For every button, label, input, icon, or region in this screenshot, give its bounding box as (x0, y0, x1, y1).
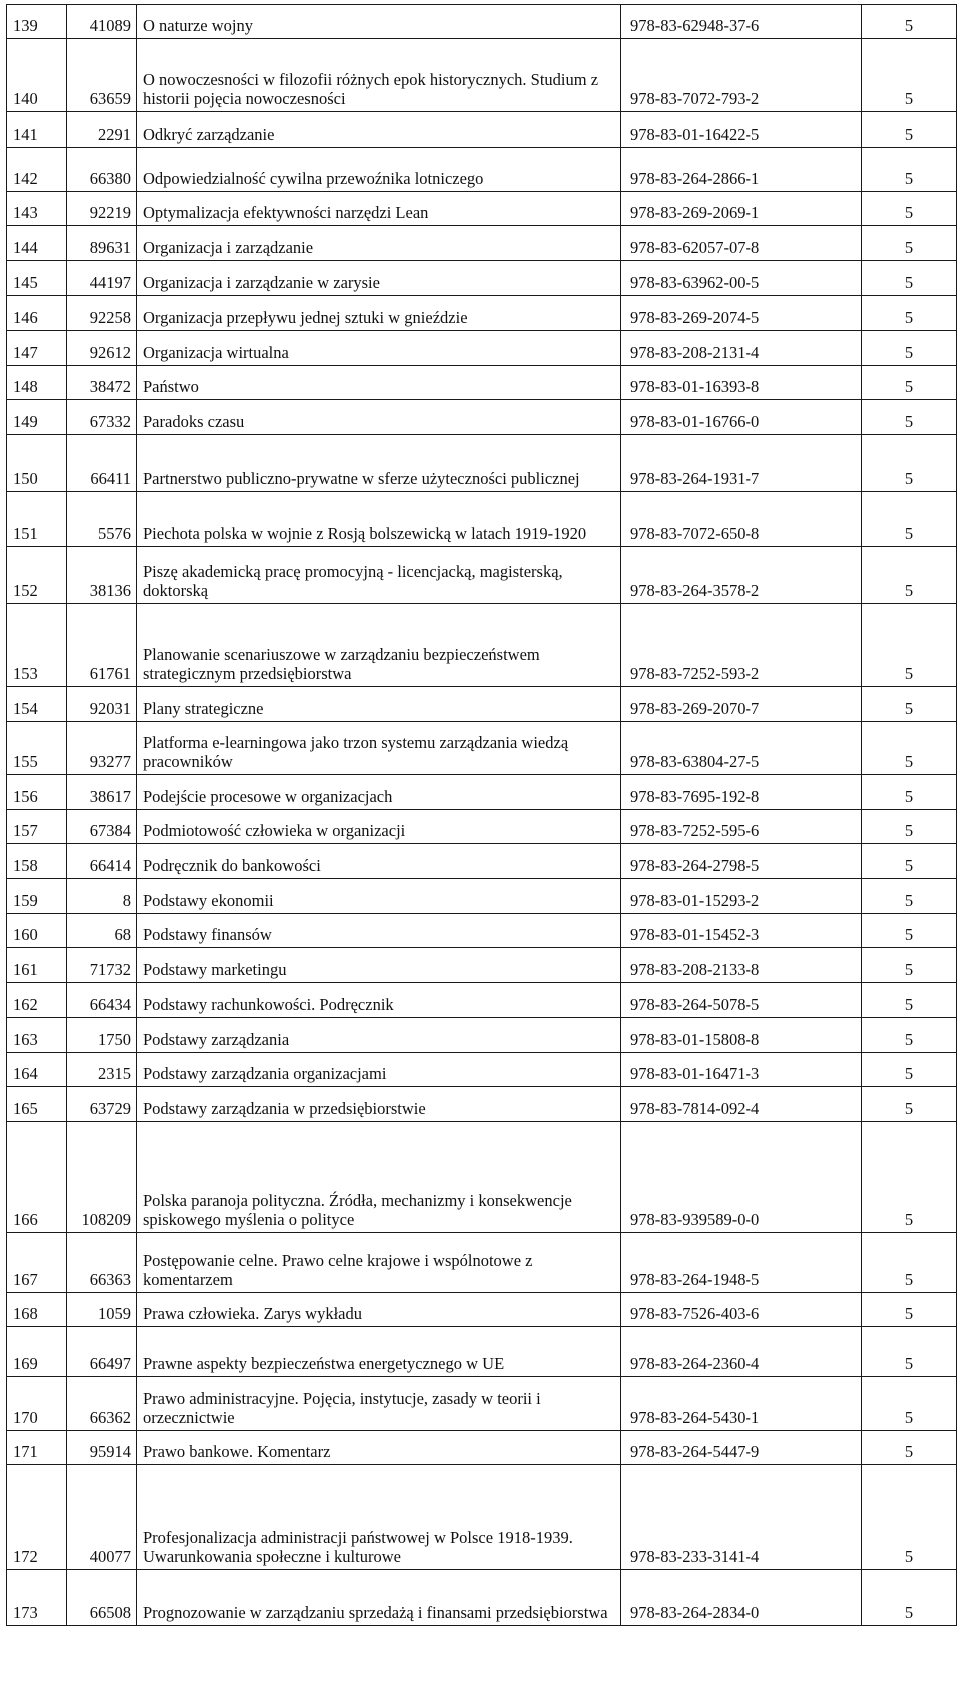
table-row (7, 604, 957, 687)
table-row (7, 1087, 957, 1122)
cell-id: 1750 (67, 1018, 137, 1053)
table-row (7, 1465, 957, 1570)
cell-isbn: 978-83-264-1931-7 (621, 435, 862, 492)
cell-isbn: 978-83-01-16422-5 (621, 112, 862, 148)
table-row (7, 687, 957, 722)
cell-qty: 5 (862, 722, 957, 775)
cell-qty: 5 (862, 5, 957, 39)
cell-qty: 5 (862, 948, 957, 983)
cell-id: 63659 (67, 39, 137, 112)
table-row (7, 879, 957, 914)
cell-lp: 142 (7, 148, 67, 192)
cell-isbn: 978-83-01-16766-0 (621, 400, 862, 435)
book-table (6, 4, 957, 1626)
cell-title: Prawne aspekty bezpieczeństwa energetycznego w UE (137, 1327, 621, 1377)
cell-id: 66434 (67, 983, 137, 1018)
cell-lp: 170 (7, 1377, 67, 1431)
cell-title: Organizacja i zarządzanie (137, 226, 621, 261)
cell-qty: 5 (862, 148, 957, 192)
cell-isbn: 978-83-269-2069-1 (621, 192, 862, 226)
cell-id: 8 (67, 879, 137, 914)
cell-id: 66508 (67, 1570, 137, 1626)
cell-id: 2315 (67, 1053, 137, 1087)
cell-title: Podstawy ekonomii (137, 879, 621, 914)
cell-lp: 162 (7, 983, 67, 1018)
cell-title: Optymalizacja efektywności narzędzi Lean (137, 192, 621, 226)
table-row (7, 844, 957, 879)
cell-id: 92219 (67, 192, 137, 226)
cell-qty: 5 (862, 1377, 957, 1431)
table-row (7, 226, 957, 261)
cell-title: Platforma e-learningowa jako trzon systemu zarządzania wiedzą pracowników (137, 722, 621, 775)
cell-lp: 154 (7, 687, 67, 722)
table-row (7, 983, 957, 1018)
cell-lp: 173 (7, 1570, 67, 1626)
cell-title: Prawa człowieka. Zarys wykładu (137, 1293, 621, 1327)
cell-lp: 148 (7, 366, 67, 400)
cell-qty: 5 (862, 687, 957, 722)
book-table-body (7, 5, 957, 1626)
cell-lp: 152 (7, 547, 67, 604)
cell-title: Profesjonalizacja administracji państwowej w Polsce 1918-1939. Uwarunkowania społeczne i kulturowe (137, 1465, 621, 1570)
cell-title: O naturze wojny (137, 5, 621, 39)
cell-qty: 5 (862, 983, 957, 1018)
cell-id: 71732 (67, 948, 137, 983)
cell-title: Podstawy zarządzania (137, 1018, 621, 1053)
table-row (7, 261, 957, 296)
cell-lp: 141 (7, 112, 67, 148)
cell-isbn: 978-83-264-1948-5 (621, 1233, 862, 1293)
table-row (7, 5, 957, 39)
table-row (7, 366, 957, 400)
cell-title: Planowanie scenariuszowe w zarządzaniu bezpieczeństwem strategicznym przedsiębiorstwa (137, 604, 621, 687)
cell-isbn: 978-83-01-15808-8 (621, 1018, 862, 1053)
cell-id: 66497 (67, 1327, 137, 1377)
table-row (7, 775, 957, 810)
cell-isbn: 978-83-7252-595-6 (621, 810, 862, 844)
table-row (7, 435, 957, 492)
cell-qty: 5 (862, 810, 957, 844)
cell-isbn: 978-83-01-15452-3 (621, 914, 862, 948)
cell-id: 92031 (67, 687, 137, 722)
cell-qty: 5 (862, 39, 957, 112)
cell-title: O nowoczesności w filozofii różnych epok historycznych. Studium z historii pojęcia nowoczesności (137, 39, 621, 112)
cell-title: Organizacja i zarządzanie w zarysie (137, 261, 621, 296)
cell-qty: 5 (862, 1233, 957, 1293)
table-row (7, 948, 957, 983)
cell-title: Organizacja wirtualna (137, 331, 621, 366)
cell-qty: 5 (862, 296, 957, 331)
cell-qty: 5 (862, 435, 957, 492)
cell-qty: 5 (862, 192, 957, 226)
cell-lp: 165 (7, 1087, 67, 1122)
table-row (7, 400, 957, 435)
cell-lp: 147 (7, 331, 67, 366)
table-row (7, 148, 957, 192)
table-row (7, 1053, 957, 1087)
table-row (7, 112, 957, 148)
cell-title: Polska paranoja polityczna. Źródła, mechanizmy i konsekwencje spiskowego myślenia o polityce (137, 1122, 621, 1233)
cell-isbn: 978-83-208-2131-4 (621, 331, 862, 366)
cell-lp: 156 (7, 775, 67, 810)
table-row (7, 1293, 957, 1327)
cell-qty: 5 (862, 775, 957, 810)
cell-title: Odpowiedzialność cywilna przewoźnika lotniczego (137, 148, 621, 192)
cell-title: Prognozowanie w zarządzaniu sprzedażą i finansami przedsiębiorstwa (137, 1570, 621, 1626)
cell-lp: 164 (7, 1053, 67, 1087)
table-row (7, 810, 957, 844)
cell-isbn: 978-83-63962-00-5 (621, 261, 862, 296)
cell-title: Postępowanie celne. Prawo celne krajowe i wspólnotowe z komentarzem (137, 1233, 621, 1293)
cell-isbn: 978-83-264-5430-1 (621, 1377, 862, 1431)
cell-qty: 5 (862, 1570, 957, 1626)
cell-id: 67332 (67, 400, 137, 435)
cell-isbn: 978-83-264-5078-5 (621, 983, 862, 1018)
cell-id: 38617 (67, 775, 137, 810)
cell-lp: 168 (7, 1293, 67, 1327)
cell-lp: 150 (7, 435, 67, 492)
cell-title: Partnerstwo publiczno-prywatne w sferze użyteczności publicznej (137, 435, 621, 492)
cell-isbn: 978-83-7814-092-4 (621, 1087, 862, 1122)
book-list-page (6, 4, 956, 1626)
cell-lp: 144 (7, 226, 67, 261)
cell-lp: 143 (7, 192, 67, 226)
cell-qty: 5 (862, 844, 957, 879)
cell-id: 66380 (67, 148, 137, 192)
cell-isbn: 978-83-939589-0-0 (621, 1122, 862, 1233)
cell-id: 40077 (67, 1465, 137, 1570)
cell-lp: 155 (7, 722, 67, 775)
cell-isbn: 978-83-7072-650-8 (621, 492, 862, 547)
cell-qty: 5 (862, 331, 957, 366)
cell-lp: 145 (7, 261, 67, 296)
cell-id: 95914 (67, 1431, 137, 1465)
cell-title: Paradoks czasu (137, 400, 621, 435)
cell-lp: 171 (7, 1431, 67, 1465)
cell-isbn: 978-83-7252-593-2 (621, 604, 862, 687)
cell-isbn: 978-83-7072-793-2 (621, 39, 862, 112)
cell-id: 66363 (67, 1233, 137, 1293)
cell-id: 41089 (67, 5, 137, 39)
cell-isbn: 978-83-63804-27-5 (621, 722, 862, 775)
cell-id: 38472 (67, 366, 137, 400)
cell-qty: 5 (862, 226, 957, 261)
cell-isbn: 978-83-01-16471-3 (621, 1053, 862, 1087)
cell-id: 67384 (67, 810, 137, 844)
cell-qty: 5 (862, 1018, 957, 1053)
cell-title: Prawo bankowe. Komentarz (137, 1431, 621, 1465)
cell-id: 38136 (67, 547, 137, 604)
cell-qty: 5 (862, 492, 957, 547)
cell-lp: 169 (7, 1327, 67, 1377)
cell-title: Podstawy zarządzania organizacjami (137, 1053, 621, 1087)
cell-qty: 5 (862, 1327, 957, 1377)
cell-lp: 153 (7, 604, 67, 687)
table-row (7, 1122, 957, 1233)
cell-title: Piechota polska w wojnie z Rosją bolszewicką w latach 1919-1920 (137, 492, 621, 547)
cell-lp: 159 (7, 879, 67, 914)
cell-title: Plany strategiczne (137, 687, 621, 722)
cell-lp: 157 (7, 810, 67, 844)
cell-id: 2291 (67, 112, 137, 148)
cell-isbn: 978-83-7526-403-6 (621, 1293, 862, 1327)
cell-id: 66414 (67, 844, 137, 879)
cell-qty: 5 (862, 879, 957, 914)
table-row (7, 1431, 957, 1465)
cell-isbn: 978-83-269-2070-7 (621, 687, 862, 722)
cell-id: 92258 (67, 296, 137, 331)
cell-title: Podmiotowość człowieka w organizacji (137, 810, 621, 844)
cell-id: 66362 (67, 1377, 137, 1431)
cell-id: 93277 (67, 722, 137, 775)
table-row (7, 1327, 957, 1377)
cell-isbn: 978-83-264-2798-5 (621, 844, 862, 879)
cell-lp: 160 (7, 914, 67, 948)
cell-lp: 161 (7, 948, 67, 983)
cell-qty: 5 (862, 400, 957, 435)
cell-id: 66411 (67, 435, 137, 492)
cell-isbn: 978-83-264-2866-1 (621, 148, 862, 192)
cell-lp: 140 (7, 39, 67, 112)
table-row (7, 914, 957, 948)
cell-isbn: 978-83-62057-07-8 (621, 226, 862, 261)
cell-title: Podstawy marketingu (137, 948, 621, 983)
cell-isbn: 978-83-01-16393-8 (621, 366, 862, 400)
cell-qty: 5 (862, 1431, 957, 1465)
cell-title: Odkryć zarządzanie (137, 112, 621, 148)
table-row (7, 722, 957, 775)
cell-qty: 5 (862, 366, 957, 400)
cell-id: 89631 (67, 226, 137, 261)
cell-isbn: 978-83-269-2074-5 (621, 296, 862, 331)
cell-isbn: 978-83-233-3141-4 (621, 1465, 862, 1570)
cell-qty: 5 (862, 1122, 957, 1233)
cell-qty: 5 (862, 914, 957, 948)
cell-lp: 139 (7, 5, 67, 39)
cell-qty: 5 (862, 1465, 957, 1570)
table-row (7, 331, 957, 366)
cell-id: 61761 (67, 604, 137, 687)
cell-isbn: 978-83-264-2360-4 (621, 1327, 862, 1377)
table-row (7, 1377, 957, 1431)
cell-title: Podstawy finansów (137, 914, 621, 948)
cell-id: 92612 (67, 331, 137, 366)
cell-isbn: 978-83-208-2133-8 (621, 948, 862, 983)
cell-isbn: 978-83-62948-37-6 (621, 5, 862, 39)
table-row (7, 296, 957, 331)
cell-qty: 5 (862, 547, 957, 604)
cell-title: Podstawy rachunkowości. Podręcznik (137, 983, 621, 1018)
cell-title: Państwo (137, 366, 621, 400)
cell-lp: 151 (7, 492, 67, 547)
cell-lp: 167 (7, 1233, 67, 1293)
cell-isbn: 978-83-264-2834-0 (621, 1570, 862, 1626)
cell-id: 63729 (67, 1087, 137, 1122)
cell-qty: 5 (862, 1087, 957, 1122)
table-row (7, 1018, 957, 1053)
cell-title: Organizacja przepływu jednej sztuki w gnieździe (137, 296, 621, 331)
cell-title: Podstawy zarządzania w przedsiębiorstwie (137, 1087, 621, 1122)
table-row (7, 492, 957, 547)
cell-lp: 149 (7, 400, 67, 435)
cell-title: Piszę akademicką pracę promocyjną - licencjacką, magisterską, doktorską (137, 547, 621, 604)
cell-lp: 146 (7, 296, 67, 331)
cell-isbn: 978-83-7695-192-8 (621, 775, 862, 810)
cell-qty: 5 (862, 1053, 957, 1087)
cell-qty: 5 (862, 1293, 957, 1327)
cell-lp: 158 (7, 844, 67, 879)
cell-qty: 5 (862, 604, 957, 687)
cell-title: Prawo administracyjne. Pojęcia, instytucje, zasady w teorii i orzecznictwie (137, 1377, 621, 1431)
table-row (7, 1233, 957, 1293)
cell-id: 108209 (67, 1122, 137, 1233)
cell-qty: 5 (862, 112, 957, 148)
cell-isbn: 978-83-01-15293-2 (621, 879, 862, 914)
cell-id: 1059 (67, 1293, 137, 1327)
cell-isbn: 978-83-264-3578-2 (621, 547, 862, 604)
cell-lp: 166 (7, 1122, 67, 1233)
cell-lp: 172 (7, 1465, 67, 1570)
cell-id: 68 (67, 914, 137, 948)
cell-id: 44197 (67, 261, 137, 296)
cell-qty: 5 (862, 261, 957, 296)
table-row (7, 547, 957, 604)
cell-title: Podejście procesowe w organizacjach (137, 775, 621, 810)
cell-id: 5576 (67, 492, 137, 547)
table-row (7, 1570, 957, 1626)
table-row (7, 39, 957, 112)
cell-lp: 163 (7, 1018, 67, 1053)
table-row (7, 192, 957, 226)
cell-isbn: 978-83-264-5447-9 (621, 1431, 862, 1465)
cell-title: Podręcznik do bankowości (137, 844, 621, 879)
